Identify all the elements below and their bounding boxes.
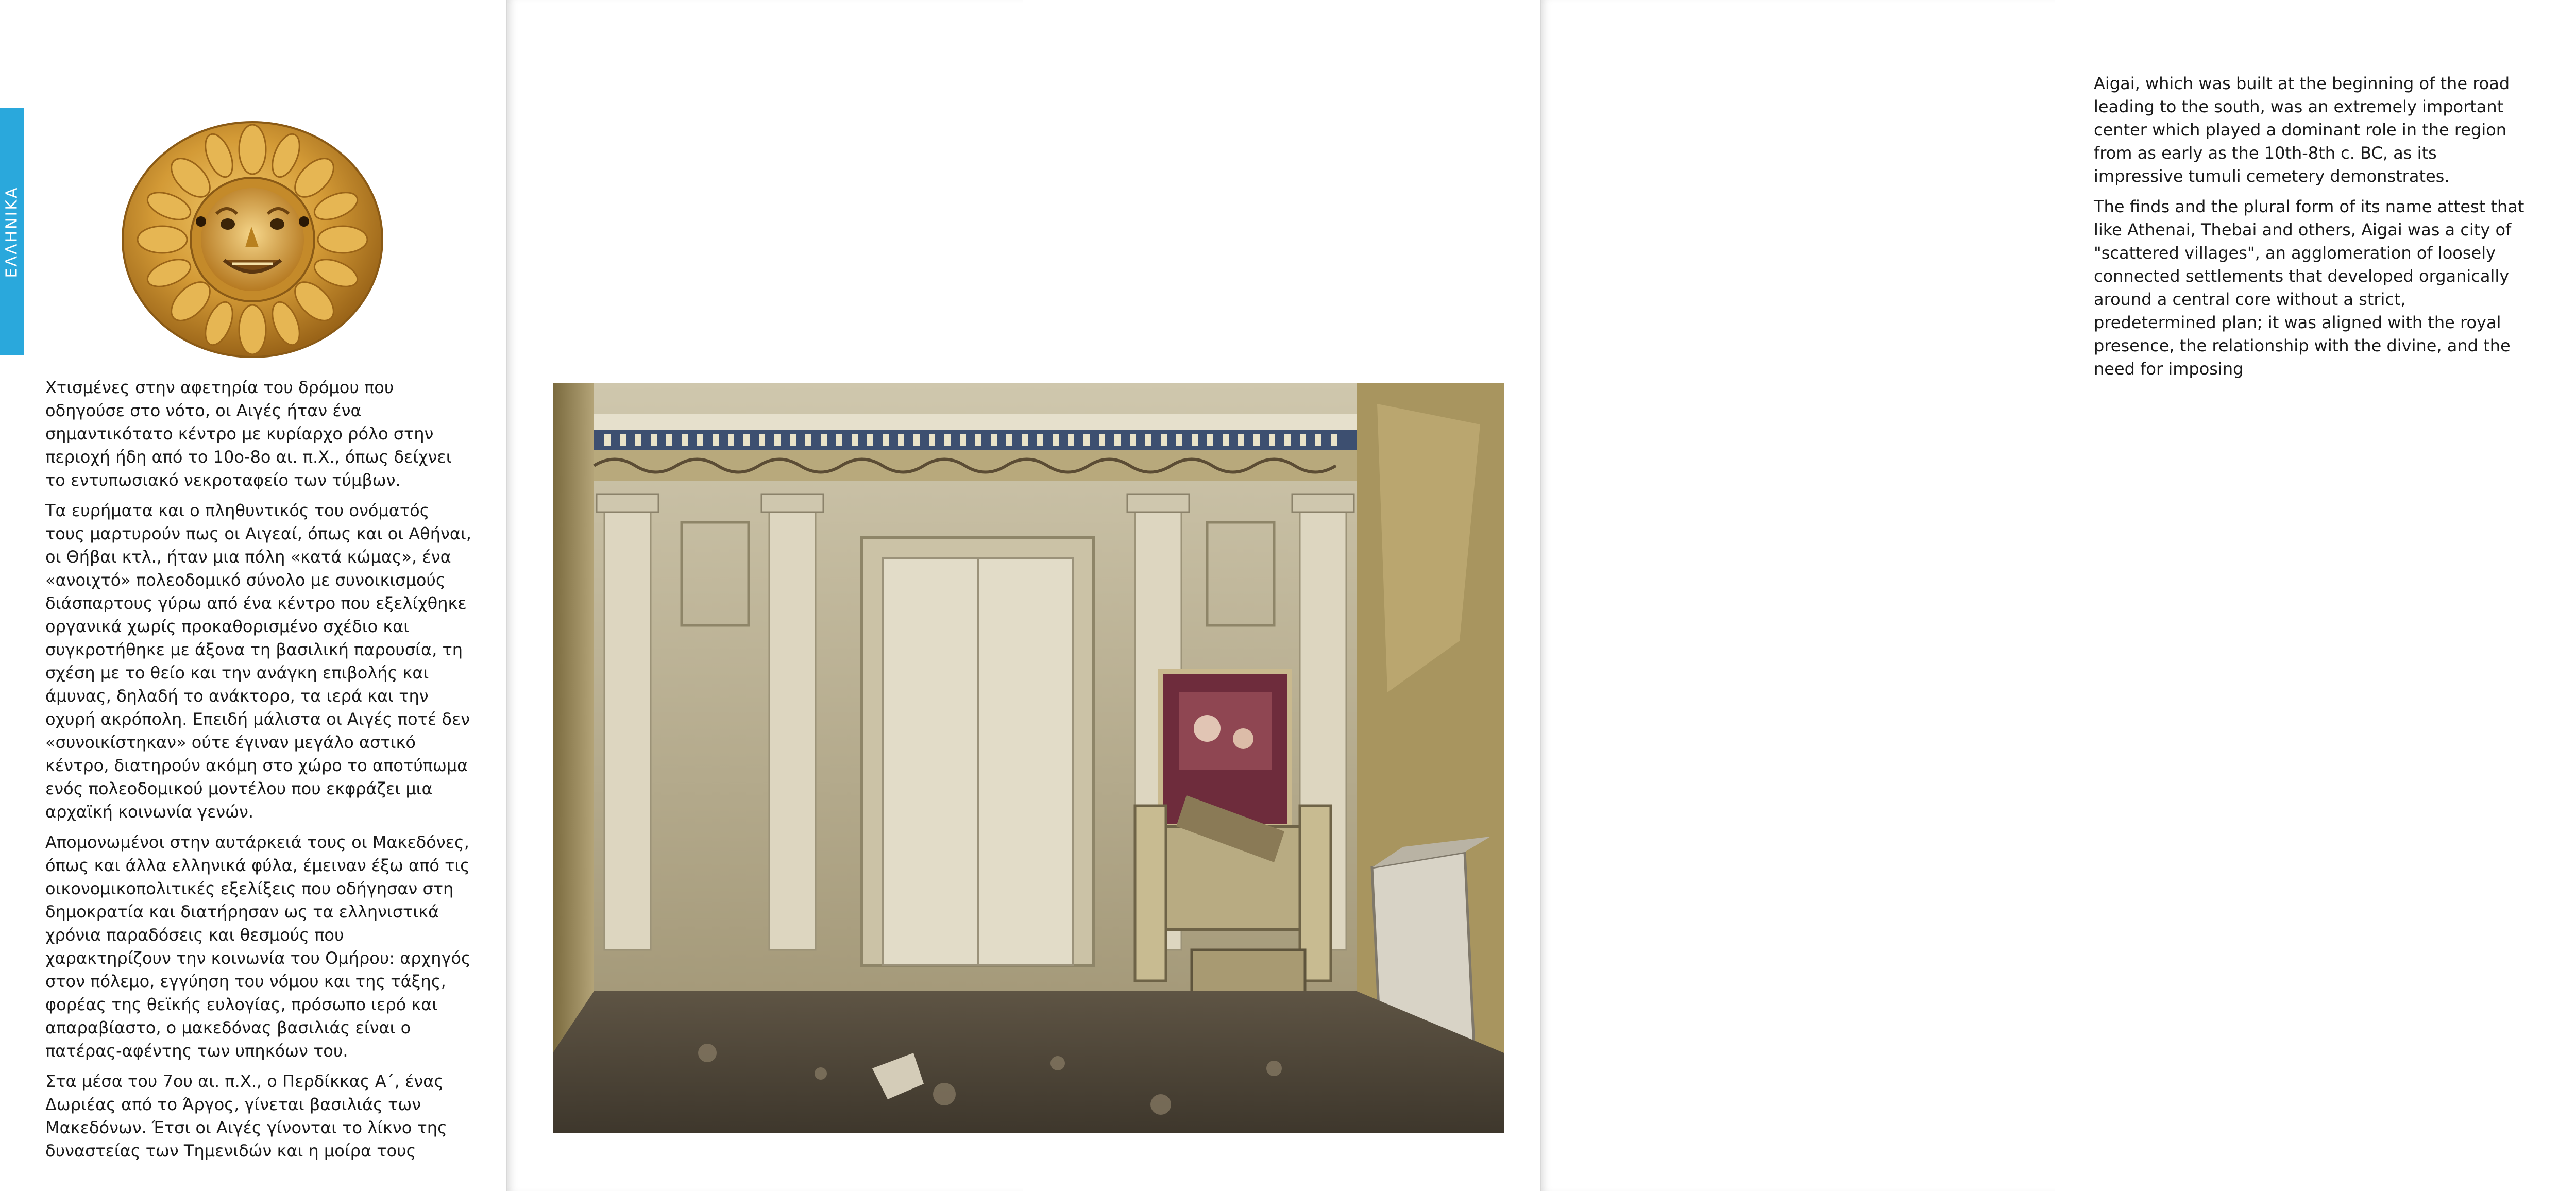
english-paragraph-1: Aigai, which was built at the beginning of the road leading to the south, was an extremely important center which played a dominant role in the region from as early as the 10th-8th c. BC, as its impressive tumuli cemetery demonstrates. (2094, 74, 2510, 186)
greek-tab-label: ΕΛΛΗΝΙΚΑ (3, 185, 21, 278)
greek-paragraph-1: Χτισμένες στην αφετηρία του δρόμου που οδηγούσε στο νότο, οι Αιγές ήταν ένα σημαντικότατο κέντρο με κυρίαρχο ρόλο στην περιοχή ήδη από το 10ο-8ο αι. π.Χ., όπως δείχνει το εντυπωσιακό νεκροταφείο των τύμβων. (45, 378, 452, 490)
greek-panel-left (0, 0, 506, 1191)
english-intro-text (2094, 72, 2527, 388)
greek-paragraph-2: Τα ευρήματα και ο πληθυντικός του ονόματός τους μαρτυρούν πως οι Αιγεαί, όπως και οι Αθήναι, οι Θήβαι κτλ., ήταν μια πόλη «κατά κώμας», ένα «ανοιχτό» πολεοδομικό σύνολο με συνοικισμούς διάσπαρτους γύρω από ένα κέντρο που εξελίχθηκε οργανικά χωρίς προκαθορισμένο σχέδιο και συγκροτήθηκε με άξονα τη βασιλική παρουσία, τη σχέση με το θείο και την ανάγκη επιβολής και άμυνας, δηλαδή το ανάκτορο, τα ιερά και την οχυρή ακρόπολη. Επειδή μάλιστα οι Αιγές ποτέ δεν «συνοικίστηκαν» ούτε έγιναν μεγάλο αστικό κέντρο, διατηρούν ακόμη στο χώρο το αποτύπωμα ενός πολεοδομικού μοντέλου που εκφράζει μια αρχαϊκή κοινωνία γενών. (45, 501, 471, 822)
english-paragraph-2: The finds and the plural form of its name attest that like Athenai, Thebai and others, Aigai was a city of "scattered villages", an agglomeration of loosely connected settlements that developed organically around a central core without a strict, predetermined plan; it was aligned with the royal presence, the relationship with the divine, and the need for imposing (2094, 197, 2524, 379)
gold-gorgon-medallion-image (118, 118, 386, 361)
greek-intro-text (45, 376, 473, 1170)
greek-paragraph-4: Στα μέσα του 7ου αι. π.Χ., ο Περδίκκας Α΄, ένας Δωριέας από το Άργος, γίνεται βασιλιάς των Μακεδόνων. Έτσι οι Αιγές γίνονται το λίκνο της δυναστείας των Τημενιδών και η μοίρα τους (45, 1071, 447, 1161)
greek-paragraph-3: Απομονωμένοι στην αυτάρκειά τους οι Μακεδόνες, όπως και άλλα ελληνικά φύλα, έμειναν έξω από τις οικονομικοπολιτικές εξελίξεις που οδήγησαν στη δημοκρατία και διατήρησαν ως τα ελληνιστικά χρόνια παραδόσεις και θεσμούς που χαρακτηρίζουν την κοινωνία του Ομήρου: αρχηγός στον πόλεμο, εγγύηση του νόμου και της τάξης, φορέας της θεϊκής ευλογίας, πρόσωπο ιερό και απαραβίαστο, ο μακεδόνας βασιλιάς είναι ο πατέρας-αφέντης των υπηκόων του. (45, 832, 471, 1061)
english-panel-right (1540, 0, 2055, 1191)
tomb-interior-photograph (553, 383, 1504, 1133)
greek-language-tab (0, 108, 24, 355)
